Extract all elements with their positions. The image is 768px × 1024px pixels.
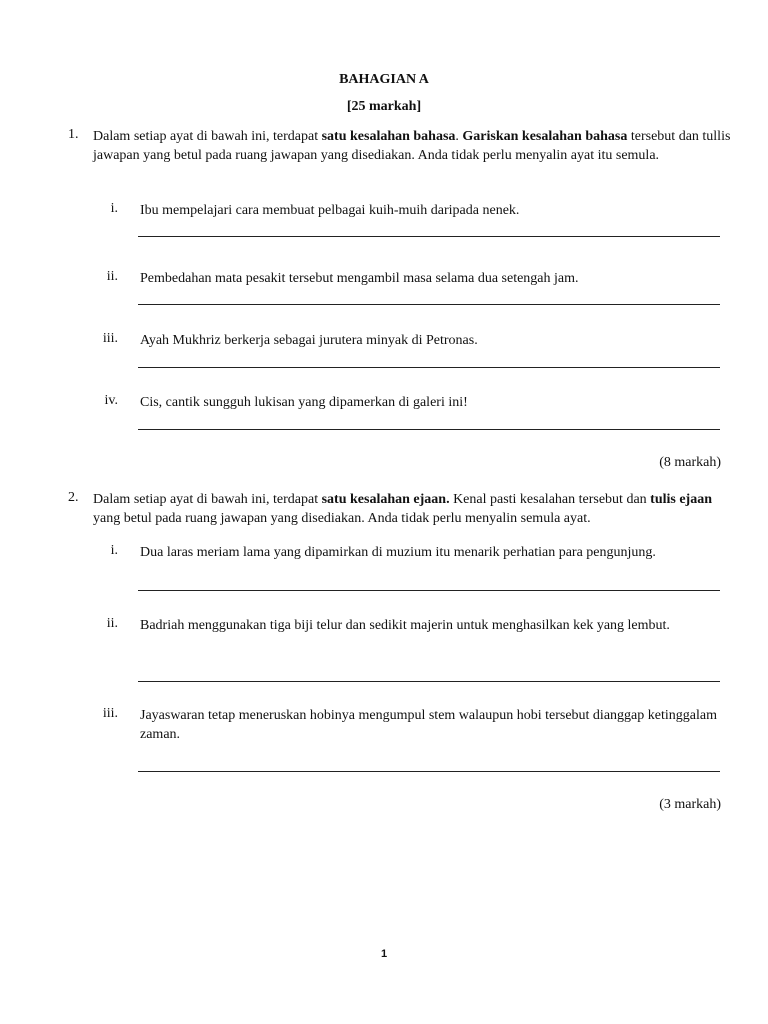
q1-item-1-number: i.	[110, 201, 118, 216]
q1-text-b: .	[455, 129, 463, 144]
q2-item-1-number: i.	[110, 543, 118, 558]
q2-item-3-number: iii.	[102, 706, 118, 721]
q1-item-2-text: Pembedahan mata pesakit tersebut mengambil masa selama dua setengah jam.	[140, 271, 579, 286]
q1-bold-a: satu kesalahan bahasa	[321, 129, 456, 144]
q2-item-1-text: Dua laras meriam lama yang dipamirkan di muzium itu menarik perhatian para pengunjung.	[140, 545, 656, 560]
question-1-instruction	[93, 127, 733, 165]
question-1-number: 1.	[68, 127, 79, 142]
q2-text-b: Kenal pasti kesalahan tersebut dan	[449, 492, 651, 507]
q1-item-4-text: Cis, cantik sungguh lukisan yang dipamerkan di galeri ini!	[140, 395, 468, 410]
q2-item-2-number: ii.	[106, 616, 118, 631]
q1-item-3-answer-line[interactable]	[138, 367, 720, 368]
q1-text-a: Dalam setiap ayat di bawah ini, terdapat	[93, 129, 322, 144]
question-2-instruction	[93, 490, 733, 528]
question-2-number: 2.	[68, 490, 79, 505]
q2-text-c: yang betul pada ruang jawapan yang disediakan. Anda tidak perlu menyalin semula ayat.	[93, 511, 591, 526]
q2-bold-b: tulis ejaan	[650, 492, 712, 507]
q1-item-2-answer-line[interactable]	[138, 304, 720, 305]
q2-item-2-answer-line[interactable]	[138, 681, 720, 682]
section-title: BAHAGIAN A	[339, 72, 429, 87]
q2-item-3-answer-line[interactable]	[138, 771, 720, 772]
q1-item-4-number: iv.	[104, 393, 118, 408]
q1-item-1-answer-line[interactable]	[138, 236, 720, 237]
question-1-marks: (8 markah)	[659, 455, 721, 470]
q2-item-3-text: Jayaswaran tetap meneruskan hobinya mengumpul stem walaupun hobi tersebut dianggap ketinggalam zaman.	[140, 708, 717, 742]
q1-item-3-number: iii.	[102, 331, 118, 346]
q2-text-a: Dalam setiap ayat di bawah ini, terdapat	[93, 492, 322, 507]
q2-item-1-answer-line[interactable]	[138, 590, 720, 591]
q1-item-1-text: Ibu mempelajari cara membuat pelbagai kuih-muih daripada nenek.	[140, 203, 520, 218]
q1-item-2-number: ii.	[106, 269, 118, 284]
q2-bold-a: satu kesalahan ejaan.	[321, 492, 450, 507]
q2-item-2-text: Badriah menggunakan tiga biji telur dan sedikit majerin untuk menghasilkan kek yang lembut.	[140, 618, 670, 633]
q1-text-c: tersebut dan tullis jawapan yang betul pada ruang jawapan yang disediakan. Anda tidak perlu menyalin ayat itu semula.	[93, 129, 731, 163]
section-total-marks: [25 markah]	[346, 99, 422, 114]
question-2-marks: (3 markah)	[659, 797, 721, 812]
q1-item-4-answer-line[interactable]	[138, 429, 720, 430]
page-number: 1	[380, 948, 388, 960]
q1-bold-b: Gariskan kesalahan bahasa	[462, 129, 628, 144]
q1-item-3-text: Ayah Mukhriz berkerja sebagai jurutera minyak di Petronas.	[140, 333, 478, 348]
